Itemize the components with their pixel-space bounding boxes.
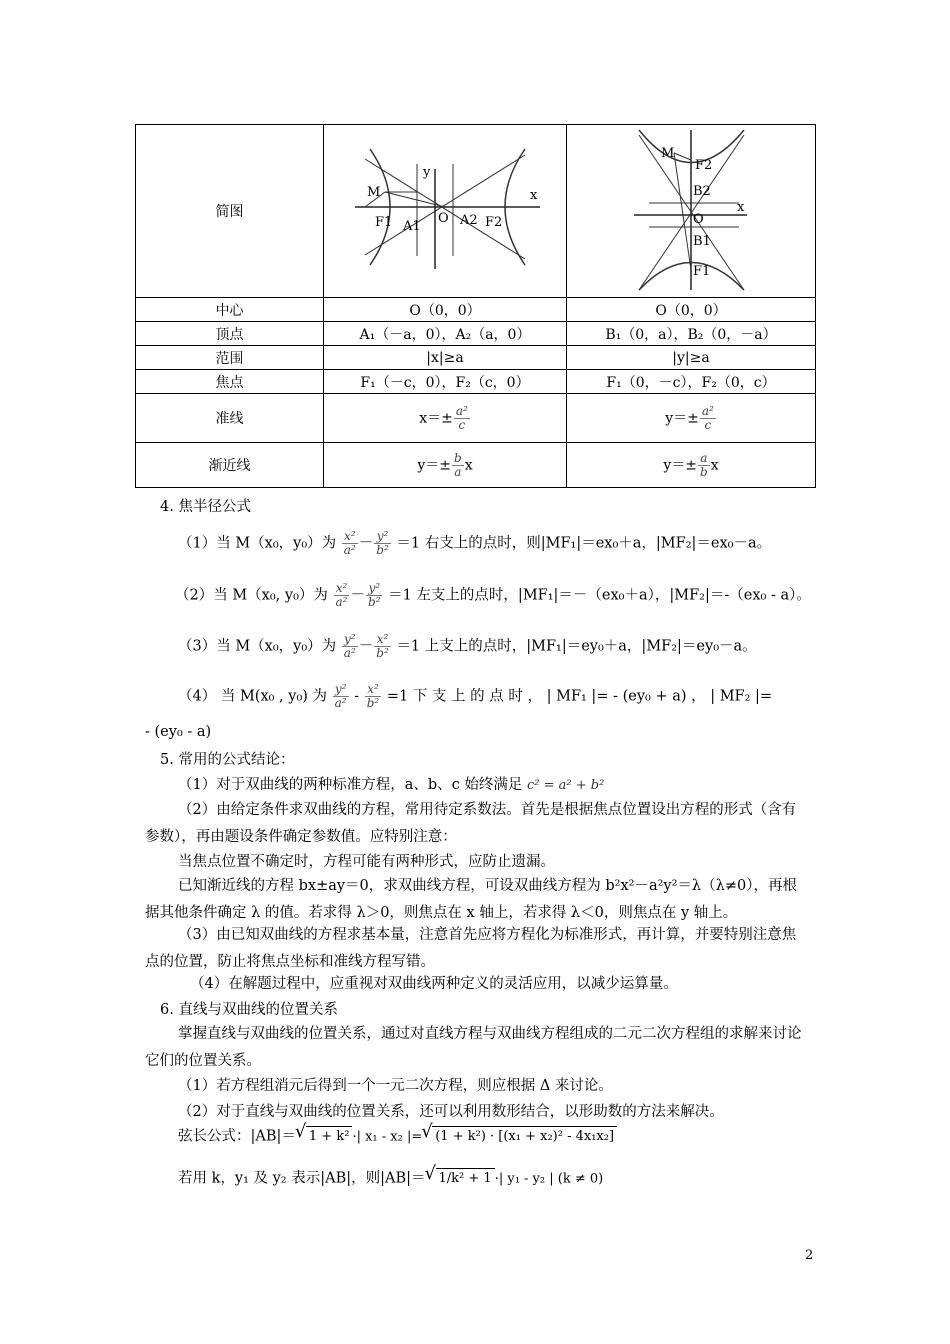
horizontal-hyperbola-diagram: [345, 144, 545, 274]
figure-horizontal-hyperbola: [324, 125, 567, 298]
row-label: 焦点: [136, 370, 324, 394]
paragraph: 已知渐近线的方程 bx±ay＝0，求双曲线方程，可设双曲线方程为 b²x²－a²y²＝λ（λ≠0），再根据其他条件确定 λ 的值。若求得 λ＞0，则焦点在 x 轴上，若求得 λ＜0，则焦点在 y 轴上。: [145, 878, 797, 921]
paragraph: （2）由给定条件求双曲线的方程，常用待定系数法。首先是根据焦点位置设出方程的形式（含有参数），再由题设条件确定参数值。应特别注意：: [145, 802, 797, 845]
label-x: x: [530, 188, 538, 203]
fraction: $\frac{\text{y²}}{\text{a²}}$: [334, 682, 347, 710]
table-row: [136, 443, 816, 488]
vertical-hyperbola-diagram: [629, 125, 754, 293]
paragraph: 当焦点位置不确定时，方程可能有两种形式，应防止遗漏。: [178, 854, 555, 870]
fraction: $\frac{\text{y²}}{\text{b²}}$: [376, 529, 389, 557]
chord-length-formula: [178, 1126, 617, 1148]
paragraph: （4）在解题过程中，应重视对双曲线两种定义的灵活应用，以减少运算量。: [190, 976, 678, 992]
cell-right: O（0，0）: [567, 298, 816, 322]
label-o: O: [692, 212, 704, 227]
row-label: 渐近线: [136, 443, 324, 488]
row-label: 准线: [136, 394, 324, 443]
denominator: c: [704, 417, 712, 432]
formula-text: ·| x₁ - x₂ |=: [352, 1129, 423, 1145]
cell-left: O（0，0）: [324, 298, 567, 322]
label-o: O: [438, 211, 449, 226]
numerator: a²: [455, 403, 468, 418]
item-text: （2）当 M（x₀, y₀）为: [175, 587, 328, 604]
label-f1: F1: [692, 264, 710, 279]
paragraph: （1）若方程组消元后得到一个一元二次方程，则应根据 Δ 来讨论。: [178, 1078, 613, 1094]
item-text: ＝1 上支上的点时，|MF₁|＝ey₀＋a，|MF₂|＝ey₀－a。: [396, 638, 757, 655]
cell-left: [324, 394, 567, 443]
denominator: a: [454, 464, 462, 479]
focal-radius: [385, 192, 445, 207]
cell-left: A₁（－a，0），A₂（a，0）: [324, 322, 567, 346]
asymptote: [365, 159, 525, 259]
label-a2: A2: [460, 213, 478, 228]
asymptote-suffix: x: [710, 457, 719, 473]
numerator: b: [454, 450, 462, 465]
table-row: [136, 370, 816, 394]
fraction: $\frac{\text{y²}}{\text{a²}}$: [343, 632, 356, 660]
fraction: $\frac{\text{x²}}{\text{b²}}$: [366, 682, 380, 710]
directrix-prefix: x＝±: [419, 410, 453, 426]
focal-radius: [674, 153, 691, 160]
formula-item-3: （3）当 M（x₀，y₀）为 $\frac{\text{y²}}{\text{a²}}$ － $\frac{\text{x²}}{\text{b²}}$ ＝1 上支上的点时，|MF₁|＝ey₀＋a，|MF₂|＝ey₀－a。: [178, 632, 757, 660]
row-label: 范围: [136, 346, 324, 370]
figure-vertical-hyperbola: [567, 125, 816, 298]
row-label: 简图: [136, 125, 324, 298]
row-label: 中心: [136, 298, 324, 322]
section-4-title: 4. 焦半径公式: [160, 499, 251, 515]
asymptote: [365, 155, 525, 255]
cell-left: F₁（－c，0），F₂（c，0）: [324, 370, 567, 394]
paragraph: （3）由已知双曲线的方程求基本量，注意首先应将方程化为标准形式，再计算，并要特别注意焦点的位置，防止将焦点坐标和准线方程写错。: [145, 927, 797, 970]
label-f2: F2: [485, 215, 503, 230]
table-row: [136, 394, 816, 443]
label-b2: B2: [692, 184, 711, 199]
chord-length-alt-formula: [178, 1168, 603, 1190]
fraction: [452, 452, 464, 479]
directrix-prefix: y＝±: [665, 410, 699, 426]
formula-item-4: （4） 当 M(x₀ , y₀) 为 $\frac{\text{y²}}{\text{a²}}$ - $\frac{\text{x²}}{\text{b²}}$ =1 下 支 上 的 点 时 ， | MF₁ |= - (ey₀ + a) ， | MF₂ |=: [178, 682, 773, 710]
label-f1: F1: [375, 215, 393, 230]
cell-left: [324, 443, 567, 488]
denominator: b: [700, 464, 708, 479]
label-m: M: [367, 185, 381, 200]
item-text: ＝1 右支上的点时，则|MF₁|＝ex₀＋a，|MF₂|＝ex₀－a。: [396, 535, 772, 552]
hyperbola-properties-table: [135, 124, 816, 488]
radical: √ (1 + k²) · [(x₁ + x₂)² - 4x₁x₂]: [432, 1126, 617, 1147]
table-row: [136, 125, 816, 298]
denominator: c: [458, 417, 466, 432]
label-m: M: [660, 146, 674, 161]
numerator: a: [698, 452, 710, 466]
table-row: [136, 346, 816, 370]
asymptote-prefix: y＝±: [663, 457, 698, 473]
paragraph: 掌握直线与双曲线的位置关系，通过对直线方程与双曲线方程组成的二元二次方程组的求解来讨论它们的位置关系。: [145, 1026, 802, 1069]
radical: √ 1 + k²: [306, 1126, 353, 1147]
section-6-title: 6. 直线与双曲线的位置关系: [160, 1002, 338, 1018]
label-y: y: [423, 165, 431, 180]
item-text: （4） 当 M(x₀ , y₀) 为: [178, 688, 328, 705]
item-text: ＝1 左支上的点时，|MF₁|＝－（ex₀＋a），|MF₂|＝-（ex₀ - a）。: [388, 587, 811, 604]
fraction: $\frac{\text{x²}}{\text{a²}}$: [335, 581, 348, 609]
cell-left: |x|≥a: [324, 346, 567, 370]
item-text: （1）当 M（x₀，y₀）为: [178, 535, 337, 552]
table-row: [136, 322, 816, 346]
row-label: 顶点: [136, 322, 324, 346]
formula-text: ·| y₁ - y₂ | (k ≠ 0): [494, 1171, 604, 1187]
formula-item-1: （1）当 M（x₀，y₀）为 $\frac{\text{x²}}{\text{a²}}$ － $\frac{\text{y²}}{\text{b²}}$ ＝1 右支上的点时，则|MF₁|＝ex₀＋a，|MF₂|＝ex₀－a。: [178, 529, 772, 557]
cell-right: [567, 443, 816, 488]
numerator: a²: [701, 403, 714, 418]
cell-right: |y|≥a: [567, 346, 816, 370]
cell-right: [567, 394, 816, 443]
paragraph: （2）对于直线与双曲线的位置关系，还可以利用数形结合，以形助数的方法来解决。: [178, 1104, 724, 1120]
cell-right: F₁（0，－c），F₂（0，c）: [567, 370, 816, 394]
focal-radius: [674, 153, 691, 270]
item-text: =1 下 支 上 的 点 时 ， | MF₁ |= - (ey₀ + a) ， | MF₂ |=: [386, 688, 773, 705]
radical: √ 1/k² + 1: [436, 1168, 495, 1189]
fraction: $\frac{\text{x²}}{\text{b²}}$: [376, 632, 389, 660]
formula-item-4-cont: - (ey₀ - a): [145, 724, 212, 740]
fraction: $\frac{\text{x²}}{\text{a²}}$: [343, 529, 356, 557]
label-f2: F2: [694, 158, 712, 173]
label-a1: A1: [403, 219, 421, 234]
asymptote-suffix: x: [464, 457, 473, 473]
paragraph: [178, 775, 604, 796]
page-number: 2: [805, 1248, 814, 1263]
fraction: $\frac{\text{y²}}{\text{b²}}$: [367, 581, 381, 609]
item-text: （3）当 M（x₀，y₀）为: [178, 638, 337, 655]
label-b1: B1: [692, 234, 711, 249]
cell-right: B₁（0，a），B₂（0，－a）: [567, 322, 816, 346]
formula-label: 若用 k，y₁ 及 y₂ 表示|AB|，则|AB|＝: [178, 1170, 426, 1187]
fraction: [700, 405, 716, 432]
section-5-title: 5. 常用的公式结论：: [160, 752, 295, 768]
label-x: x: [736, 200, 744, 215]
asymptote-prefix: y＝±: [417, 457, 452, 473]
formula-item-2: （2）当 M（x₀, y₀）为 $\frac{\text{x²}}{\text{a²}}$ － $\frac{\text{y²}}{\text{b²}}$ ＝1 左支上的点时，|MF₁|＝－（ex₀＋a），|MF₂|＝-（ex₀ - a）。: [175, 581, 811, 609]
formula-label: 弦长公式：|AB|＝: [178, 1128, 296, 1145]
paragraph-text: （1）对于双曲线的两种标准方程，a、b、c 始终满足: [178, 777, 523, 793]
fraction: [698, 452, 710, 479]
table-row: [136, 298, 816, 322]
formula: c² = a² + b²: [527, 778, 605, 793]
fraction: [454, 405, 470, 432]
